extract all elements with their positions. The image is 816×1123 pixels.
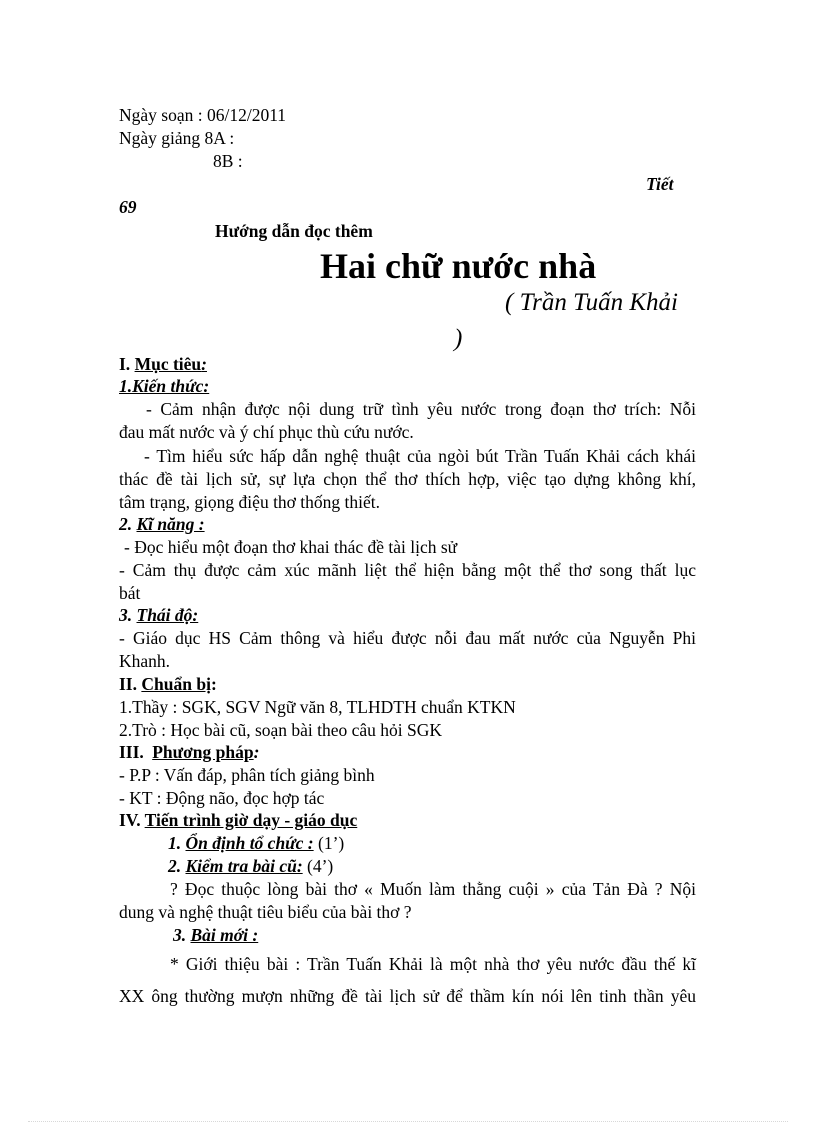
section-2-heading <box>119 673 217 695</box>
section-1-num: I. <box>119 354 131 374</box>
section-2-title: Chuẩn bị <box>141 674 211 694</box>
kiem-tra-line <box>168 855 333 877</box>
question-line-2: dung và nghệ thuật tiêu biểu của bài thơ ? <box>119 902 412 922</box>
tiet-label: Tiết <box>646 174 674 194</box>
section-2-num: II. <box>119 674 137 694</box>
ngay-giang-8a: Ngày giảng 8A : <box>119 128 235 148</box>
section-3-heading <box>119 741 259 763</box>
section-1-heading <box>119 353 207 375</box>
td-line-2: Khanh. <box>119 651 171 671</box>
question-line-1: ? Đọc thuộc lòng bài thơ « Muốn làm thằng cuội » của Tản Đà ? Nội <box>170 879 696 899</box>
kt-line-4: thác đề tài lịch sử, sự lựa chọn thể thơ thích hợp, việc tạo dựng không khí, <box>119 469 696 489</box>
on-dinh-line <box>168 832 344 854</box>
intro-line-2: XX ông thường mượn những đề tài lịch sử để thầm kín nói lên tinh thần yêu <box>119 986 696 1006</box>
kien-thuc-heading: 1.Kiến thức: <box>119 376 210 396</box>
tiet-number: 69 <box>119 197 137 217</box>
intro-line-1: * Giới thiệu bài : Trần Tuấn Khải là một nhà thơ yêu nước đầu thế kĩ <box>170 954 696 974</box>
thai-do-heading <box>119 604 198 626</box>
phuong-phap-line: - P.P : Vấn đáp, phân tích giảng bình <box>119 765 375 785</box>
section-3-title: Phương pháp <box>152 742 254 762</box>
chuan-bi-thay: 1.Thầy : SGK, SGV Ngữ văn 8, TLHDTH chuẩn KTKN <box>119 697 516 717</box>
section-1-colon: : <box>201 354 207 374</box>
kn-line-2: - Cảm thụ được cảm xúc mãnh liệt thể hiện bằng một thể thơ song thất lục <box>119 560 696 580</box>
kt-line-1: - Cảm nhận được nội dung trữ tình yêu nước trong đoạn thơ trích: Nỗi <box>146 399 696 419</box>
ngay-soan: Ngày soạn : 06/12/2011 <box>119 105 287 125</box>
author-line: ( Trần Tuấn Khải <box>505 289 678 316</box>
thai-do-title: Thái độ: <box>136 605 199 625</box>
ngay-giang-8b: 8B : <box>213 151 243 171</box>
lesson-title: Hai chữ nước nhà <box>320 246 597 286</box>
kn-line-1: - Đọc hiểu một đoạn thơ khai thác đề tài lịch sử <box>124 537 458 557</box>
bai-moi-heading <box>173 924 258 946</box>
td-line-1: - Giáo dục HS Cảm thông và hiểu được nỗi đau mất nước của Nguyễn Phi <box>119 628 696 648</box>
ki-nang-heading <box>119 513 205 535</box>
kn-line-3: bát <box>119 583 141 603</box>
author-close-paren: ) <box>454 325 463 352</box>
bai-moi-num: 3. <box>173 925 187 945</box>
section-2-colon: : <box>210 674 217 694</box>
kiem-tra-time: (4’) <box>307 856 334 876</box>
kt-line-2: đau mất nước và ý chí phục thù cứu nước. <box>119 422 414 442</box>
on-dinh-title: Ổn định tổ chức : <box>185 833 314 853</box>
bai-moi-title: Bài mới : <box>190 925 259 945</box>
section-3-colon: : <box>253 742 260 762</box>
section-4-title: Tiến trình giờ dạy - giáo dục <box>144 810 358 830</box>
on-dinh-num: 1. <box>168 833 182 853</box>
page-bottom-divider <box>28 1121 788 1122</box>
kt-line-3: - Tìm hiểu sức hấp dẫn nghệ thuật của ngòi bút Trần Tuấn Khải cách khái <box>144 446 696 466</box>
section-4-heading <box>119 809 357 831</box>
chuan-bi-tro: 2.Trò : Học bài cũ, soạn bài theo câu hỏi SGK <box>119 720 443 740</box>
kt-line-5: tâm trạng, giọng điệu thơ thống thiết. <box>119 492 381 512</box>
thai-do-num: 3. <box>119 605 133 625</box>
lesson-subheading: Hướng dẫn đọc thêm <box>215 221 373 241</box>
ki-thuat-line: - KT : Động não, đọc hợp tác <box>119 788 325 808</box>
on-dinh-time: (1’) <box>318 833 345 853</box>
kiem-tra-title: Kiểm tra bài cũ: <box>185 856 303 876</box>
section-4-num: IV. <box>119 810 141 830</box>
kiem-tra-num: 2. <box>168 856 182 876</box>
ki-nang-title: Kĩ năng : <box>136 514 205 534</box>
section-1-title: Mục tiêu <box>134 354 202 374</box>
ki-nang-num: 2. <box>119 514 133 534</box>
section-3-num: III. <box>119 742 144 762</box>
